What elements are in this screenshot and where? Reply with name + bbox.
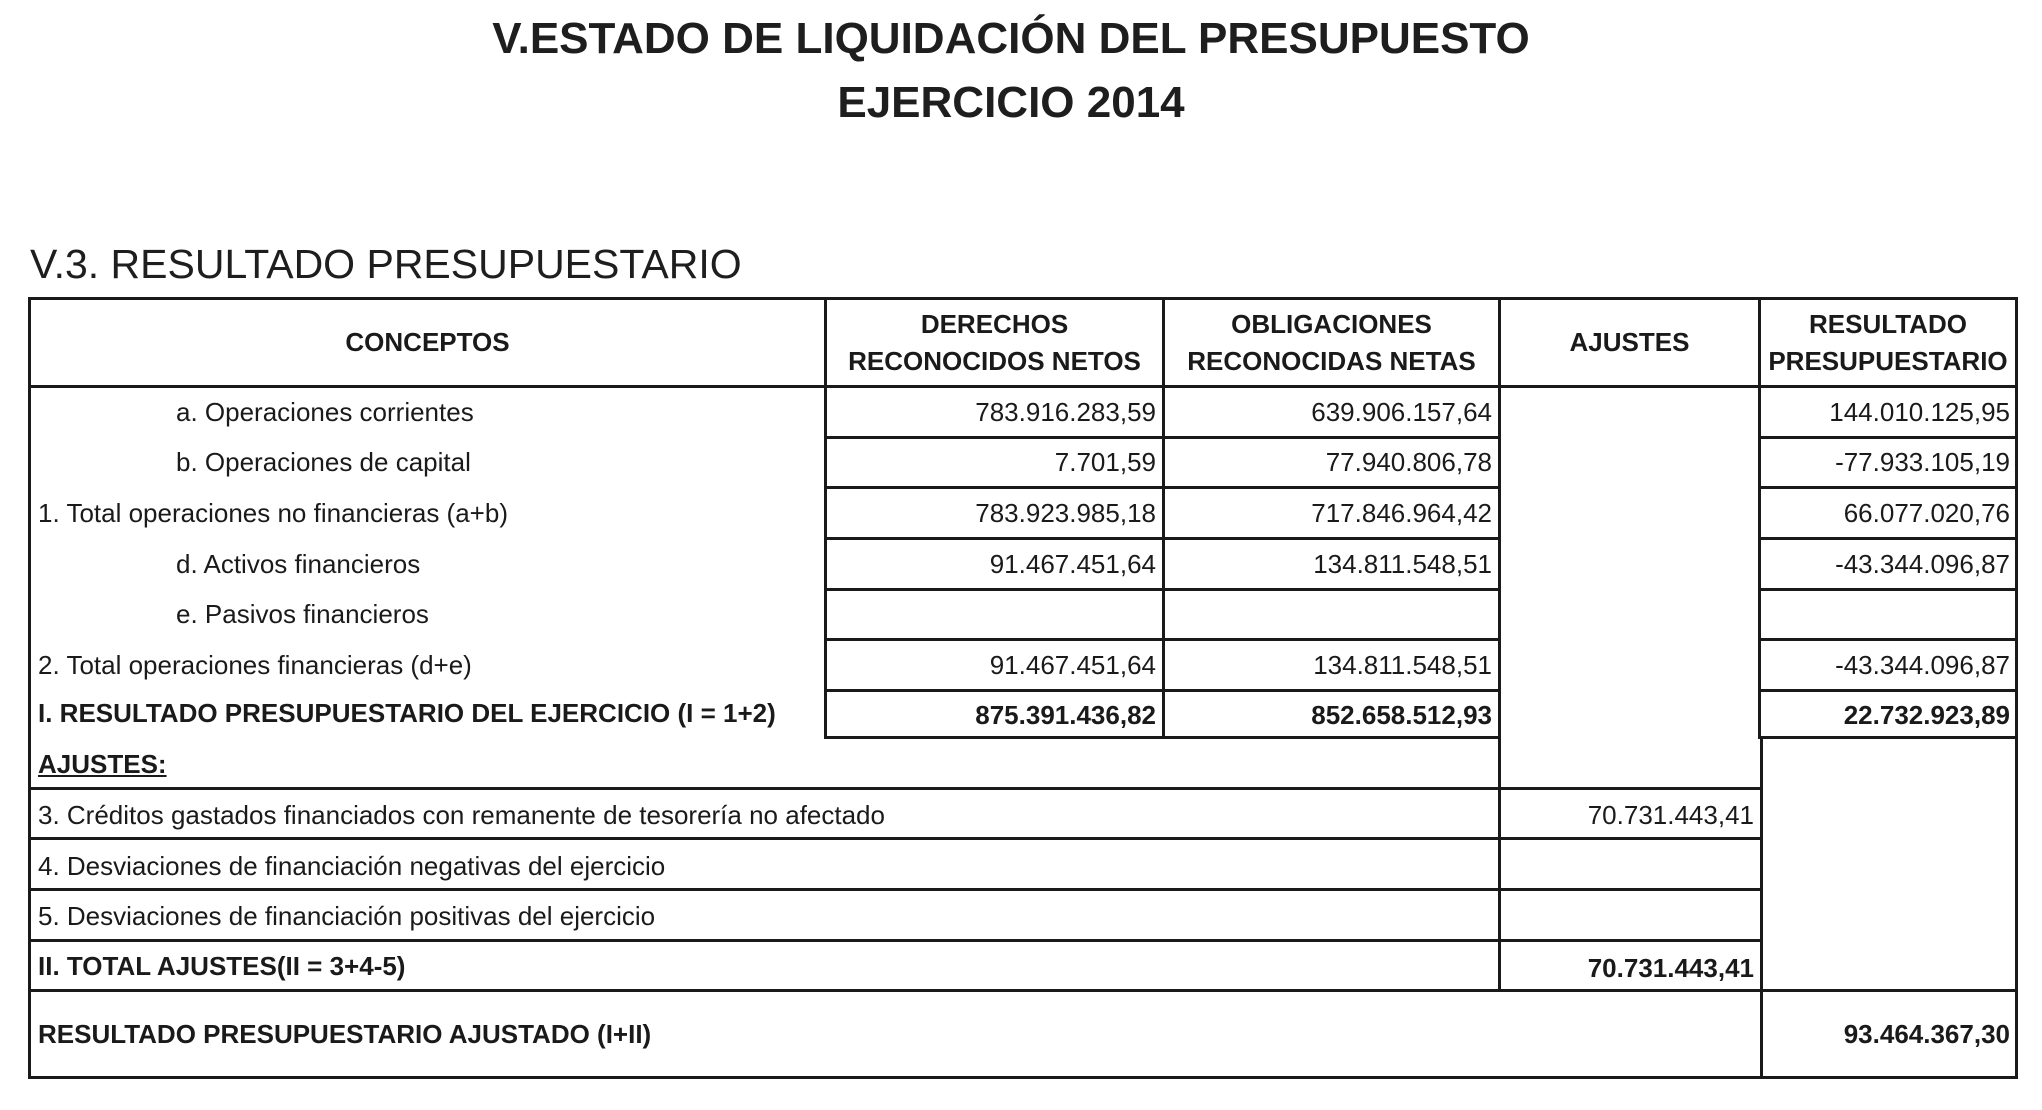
row-obligaciones: 717.846.964,42: [1311, 498, 1492, 528]
row-derechos: 783.923.985,18: [975, 498, 1156, 528]
ajuste-concepto-total: II. TOTAL AJUSTES(II = 3+4-5): [38, 951, 406, 981]
table-rule-horizontal: [1760, 486, 2018, 489]
row-obligaciones: 77.940.806,78: [1325, 447, 1492, 477]
row-concepto: b. Operaciones de capital: [176, 447, 471, 477]
header-conceptos: CONCEPTOS: [345, 327, 510, 357]
header-derechos-line1: DERECHOS: [920, 309, 1069, 339]
row-derechos: 91.467.451,64: [989, 549, 1156, 579]
row-obligaciones: 134.811.548,51: [1313, 549, 1492, 579]
row-resultado: 66.077.020,76: [1843, 498, 2010, 528]
table-rule-horizontal: [1760, 436, 2018, 439]
row-derechos: 783.916.283,59: [975, 397, 1156, 427]
header-resultado-line2: PRESUPUESTARIO: [1768, 346, 2008, 376]
table-rule-horizontal: [28, 939, 1762, 942]
table-rule-horizontal: [1760, 689, 2018, 692]
table-rule-vertical: [28, 297, 31, 1079]
table-rule-horizontal: [28, 989, 2018, 992]
row-resultado: 144.010.125,95: [1829, 397, 2010, 427]
row-concepto-total: I. RESULTADO PRESUPUESTARIO DEL EJERCICIO (I = 1+2): [38, 698, 776, 728]
row-derechos-total: 875.391.436,82: [975, 700, 1156, 730]
table-rule-vertical: [2015, 297, 2018, 1079]
table-rule-horizontal: [1760, 537, 2018, 540]
table-rule-vertical: [1760, 736, 1763, 1079]
ajuste-valor: 70.731.443,41: [1587, 800, 1754, 830]
table-rule-horizontal: [28, 787, 1762, 790]
row-obligaciones: 134.811.548,51: [1313, 650, 1492, 680]
document-subtitle: EJERCICIO 2014: [837, 78, 1185, 127]
section-heading: V.3. RESULTADO PRESUPUESTARIO: [30, 241, 742, 287]
row-derechos: 7.701,59: [1054, 447, 1156, 477]
row-concepto: 1. Total operaciones no financieras (a+b): [38, 498, 508, 528]
ajuste-concepto: 5. Desviaciones de financiación positivas del ejercicio: [38, 901, 656, 931]
table-rule-horizontal: [28, 888, 1762, 891]
table-rule-horizontal: [28, 837, 1762, 840]
ajuste-concepto: 4. Desviaciones de financiación negativas del ejercicio: [38, 851, 666, 881]
header-derechos-line2: RECONOCIDOS NETOS: [848, 346, 1141, 376]
table-rule-horizontal: [1760, 588, 2018, 591]
header-obligaciones-line1: OBLIGACIONES: [1231, 309, 1432, 339]
row-obligaciones-total: 852.658.512,93: [1311, 700, 1492, 730]
document-title: V.ESTADO DE LIQUIDACIÓN DEL PRESUPUESTO: [492, 14, 1530, 63]
header-resultado-line1: RESULTADO: [1809, 309, 1967, 339]
row-resultado: -43.344.096,87: [1835, 549, 2010, 579]
table-rule-horizontal: [28, 297, 2018, 300]
row-derechos: 91.467.451,64: [989, 650, 1156, 680]
ajustes-heading: AJUSTES:: [38, 749, 167, 779]
table-rule-horizontal: [28, 385, 2018, 388]
ajuste-concepto: 3. Créditos gastados financiados con remanente de tesorería no afectado: [38, 800, 885, 830]
table-rule-horizontal: [1760, 736, 2018, 739]
row-concepto: d. Activos financieros: [176, 549, 421, 579]
table-rule-vertical: [1498, 297, 1501, 739]
header-obligaciones-line2: RECONOCIDAS NETAS: [1187, 346, 1476, 376]
table-rule-horizontal: [28, 1076, 2018, 1079]
final-valor: 93.464.367,30: [1843, 1019, 2010, 1049]
row-resultado: -77.933.105,19: [1835, 447, 2010, 477]
table-rule-vertical: [1498, 736, 1501, 992]
ajuste-valor-total: 70.731.443,41: [1587, 953, 1754, 983]
row-concepto: e. Pasivos financieros: [176, 599, 429, 629]
row-obligaciones: 639.906.157,64: [1311, 397, 1492, 427]
row-resultado: -43.344.096,87: [1835, 650, 2010, 680]
final-label: RESULTADO PRESUPUESTARIO AJUSTADO (I+II): [38, 1019, 652, 1049]
table-rule-horizontal: [1760, 638, 2018, 641]
header-ajustes: AJUSTES: [1569, 327, 1690, 357]
row-concepto: a. Operaciones corrientes: [176, 397, 474, 427]
row-resultado-total: 22.732.923,89: [1843, 700, 2010, 730]
row-concepto: 2. Total operaciones financieras (d+e): [38, 650, 472, 680]
